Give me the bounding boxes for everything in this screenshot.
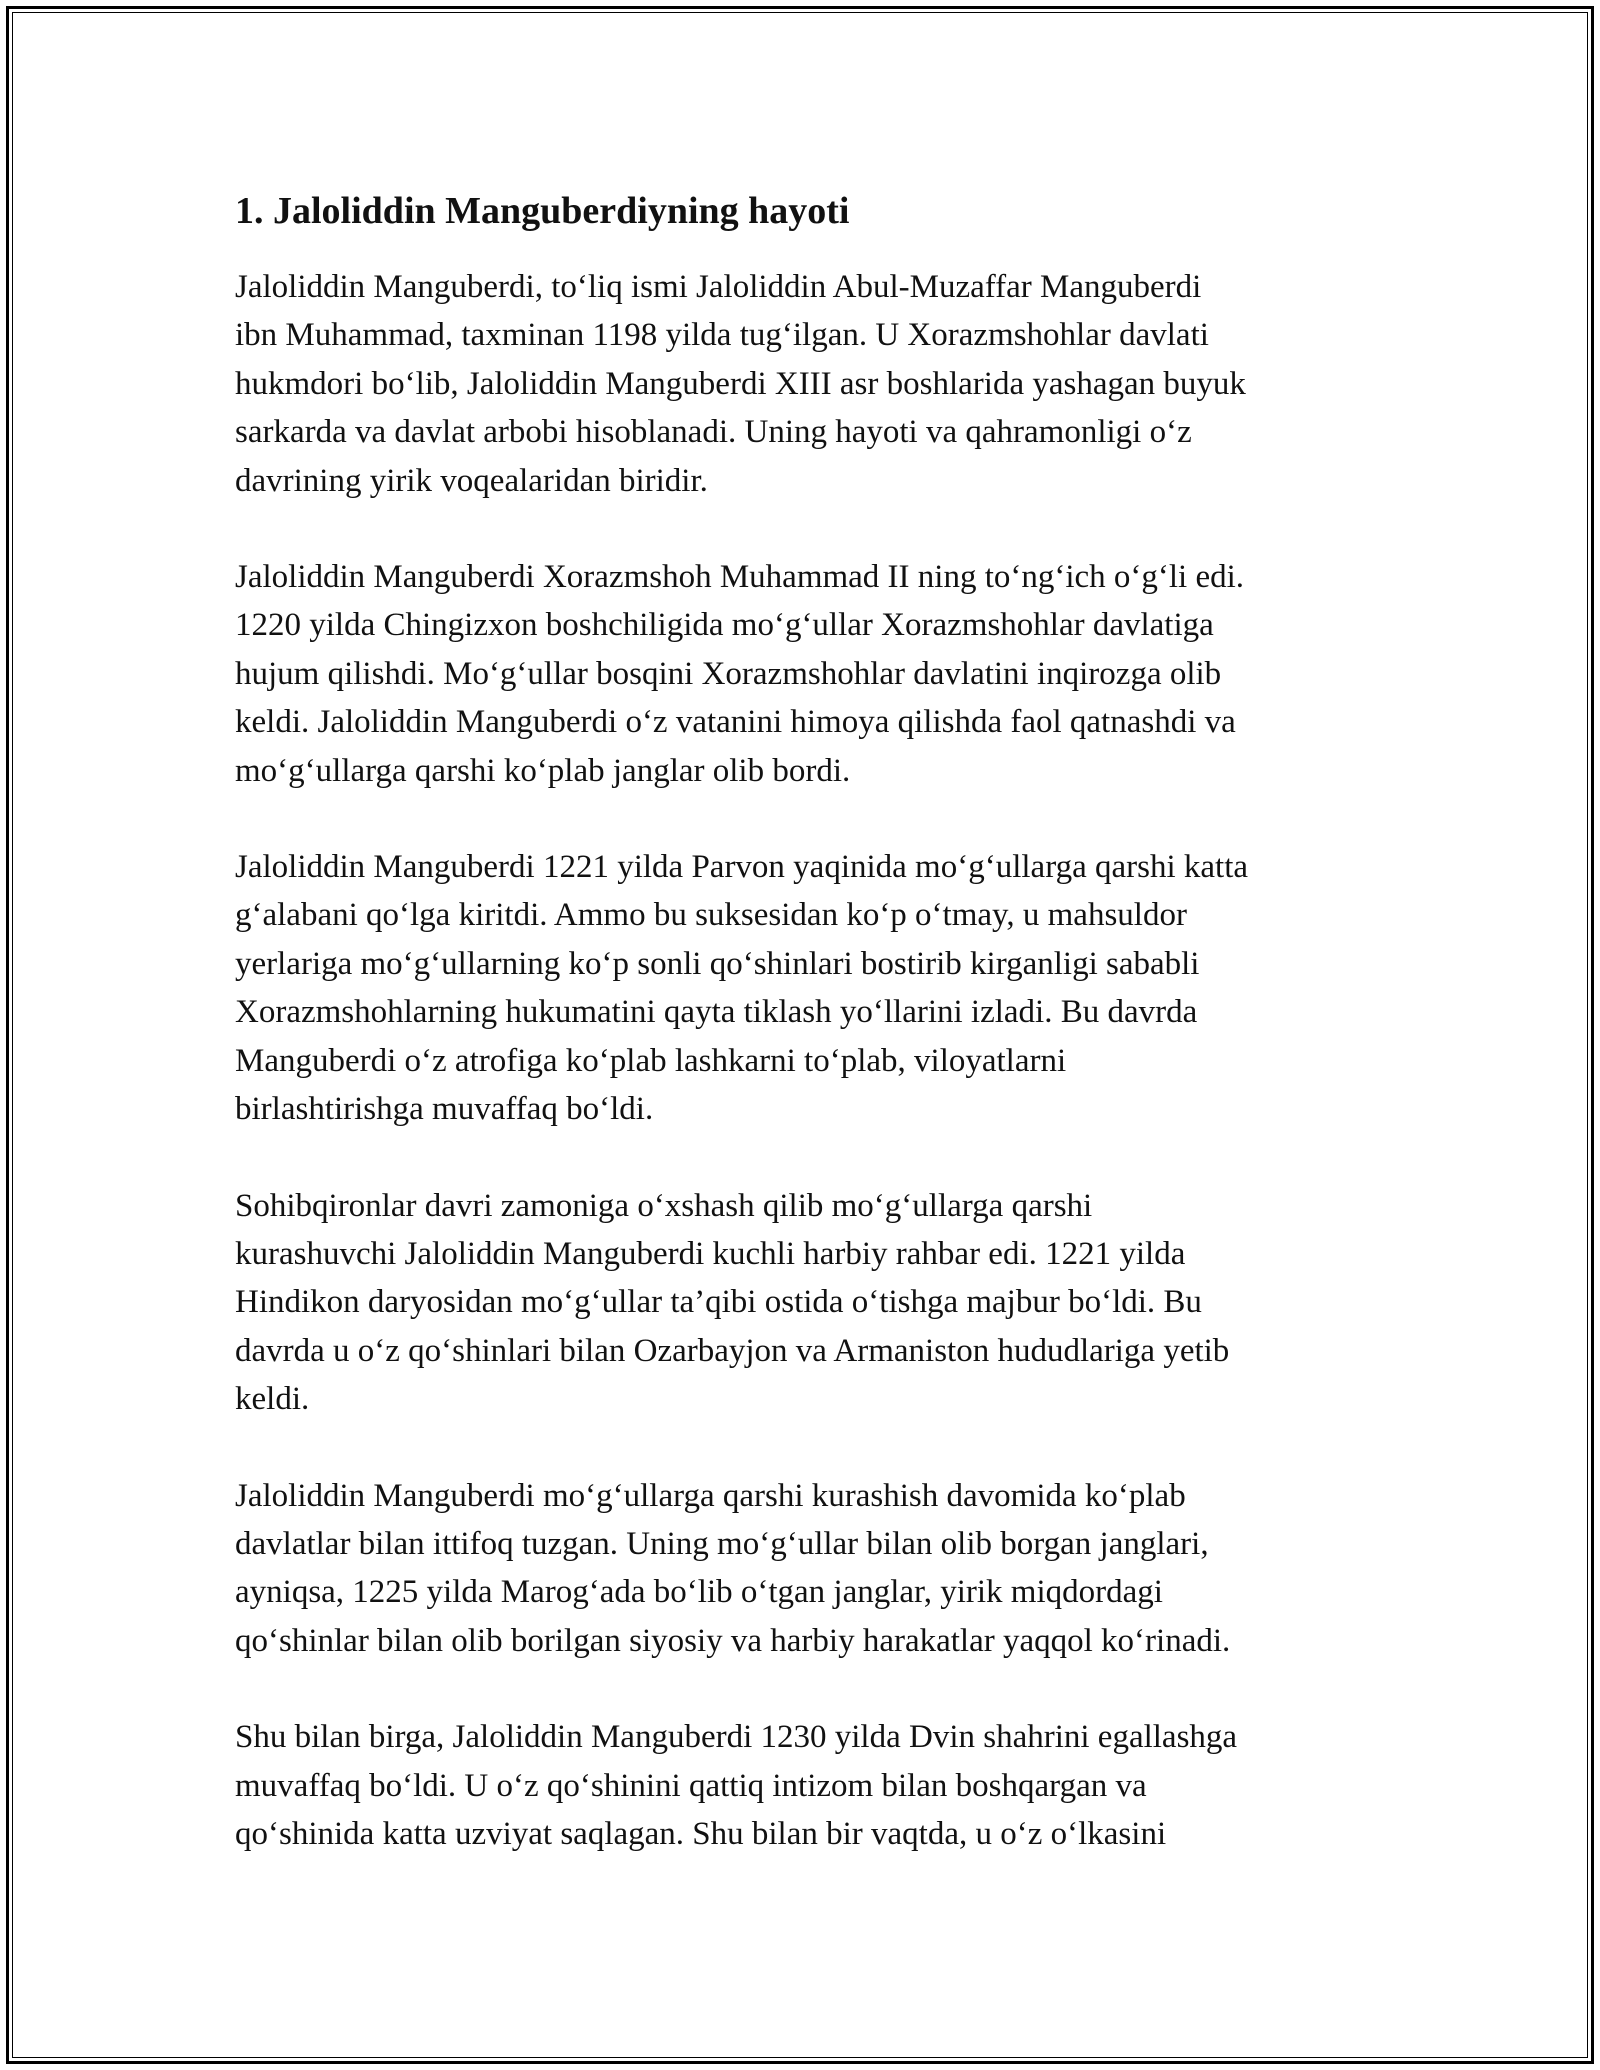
paragraph-2: Jaloliddin Manguberdi Xorazmshoh Muhammad II ning to‘ng‘ich o‘g‘li edi. 1220 yilda Chingizxon boshchiligida mo‘g‘ullar Xorazmshohlar davlatiga hujum qilishdi. Mo‘g‘ullar bosqini Xorazmshohlar davlatini inqirozga olib keldi. Jaloliddin Manguberdi o‘z vatanini himoya qilishda faol qatnashdi va mo‘g‘ullarga qarshi ko‘plab janglar olib bordi.: [235, 559, 1245, 789]
section-heading: 1. Jaloliddin Manguberdiyning hayoti: [235, 190, 850, 232]
paragraph-6: Shu bilan birga, Jaloliddin Manguberdi 1230 yilda Dvin shahrini egallashga muvaffaq bo‘ldi. U o‘z qo‘shinini qattiq intizom bilan boshqargan va qo‘shinida katta uzviyat saqlagan. Shu bilan bir vaqtda, u o‘z o‘lkasini: [235, 1719, 1238, 1852]
paragraph-5: Jaloliddin Manguberdi mo‘g‘ullarga qarshi kurashish davomida ko‘plab davlatlar bilan ittifoq tuzgan. Uning mo‘g‘ullar bilan olib borgan janglari, ayniqsa, 1225 yilda Marog‘ada bo‘lib o‘tgan janglar, yirik miqdordagi qo‘shinlar bilan olib borilgan siyosiy va harbiy harakatlar yaqqol ko‘rinadi.: [235, 1477, 1231, 1659]
document-body: [235, 185, 1385, 1906]
paragraph-1: Jaloliddin Manguberdi, to‘liq ismi Jaloliddin Abul-Muzaffar Manguberdi ibn Muhammad, taxminan 1198 yilda tug‘ilgan. U Xorazmshohlar davlati hukmdori bo‘lib, Jaloliddin Manguberdi XIII asr boshlarida yashagan buyuk sarkarda va davlat arbobi hisoblanadi. Uning hayoti va qahramonligi o‘z davrining yirik voqealaridan biridir.: [235, 269, 1246, 499]
paragraph-4: Sohibqironlar davri zamoniga o‘xshash qilib mo‘g‘ullarga qarshi kurashuvchi Jaloliddin Manguberdi kuchli harbiy rahbar edi. 1221 yilda Hindikon daryosidan mo‘g‘ullar ta’qibi ostida o‘tishga majbur bo‘ldi. Bu davrda u o‘z qo‘shinlari bilan Ozarbayjon va Armaniston hududlariga yetib keldi.: [235, 1187, 1230, 1418]
paragraph-3: Jaloliddin Manguberdi 1221 yilda Parvon yaqinida mo‘g‘ullarga qarshi katta g‘alabani qo‘lga kiritdi. Ammo bu suksesidan ko‘p o‘tmay, u mahsuldor yerlariga mo‘g‘ullarning ko‘p sonli qo‘shinlari bostirib kirganligi sababli Xorazmshohlarning hukumatini qayta tiklash yo‘llarini izladi. Bu davrda Manguberdi o‘z atrofiga ko‘plab lashkarni to‘plab, viloyatlarni birlashtirishga muvaffaq bo‘ldi.: [235, 849, 1249, 1128]
